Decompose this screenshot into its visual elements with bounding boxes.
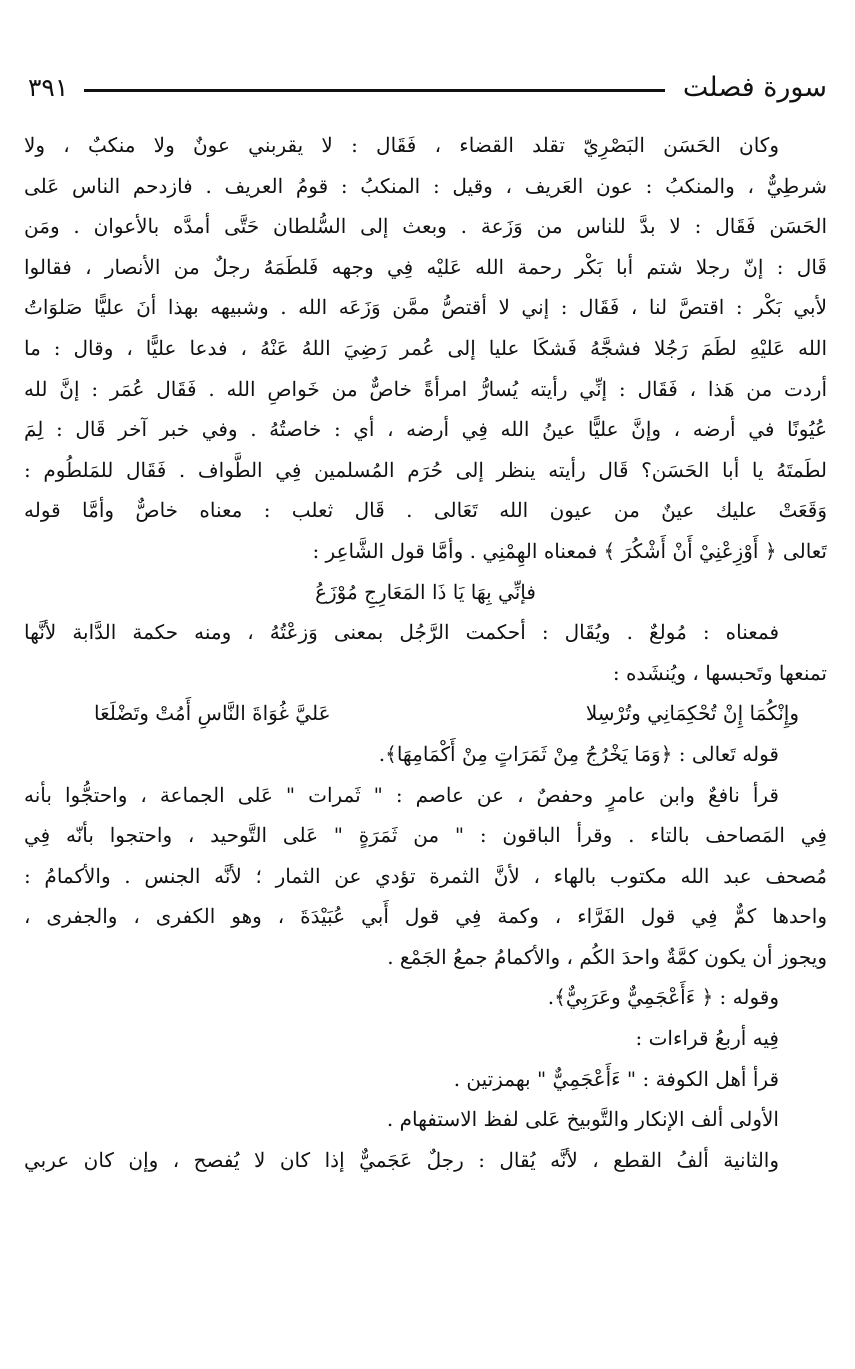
verse-second-hemistich: عَليَّ غُوَاةَ النَّاسِ أَمُتْ وتَضْلَعَا [94,701,331,726]
text-line: قوله تَعالى : ﴿وَمَا يَخْرُجُ مِنْ ثَمَرَاتٍ مِنْ أَكْمَامِهَا﴾. [378,741,779,766]
text-line: تَعالى ﴿ أَوْزِعْنِيْ أَنْ أَشْكُرَ ﴾ فمعناه الهِمْنِي . وأمَّا قول الشَّاعِر : [312,538,827,563]
text-line: والثانية ألفُ القطع ، لأنَّه يُقال : رجلٌ عَجَميٌّ إذا كان لا يُفصح ، وإن كان عربي [24,1147,779,1172]
text-line: قَال : إنّ رجلا شتم أبا بَكْر رحمة الله عَليْه فِي وجهه فَلطَمَهُ رجلٌ من الأنصار ، فقالوا [24,254,827,279]
text-line: قرأ أهل الكوفة : " ءَأَعْجَمِيٌّ " بهمزتين . [453,1066,779,1091]
text-line: وقوله : ﴿ ءَأَعْجَمِيٌّ وعَرَبِيٌّ﴾. [547,985,779,1010]
page-body [24,125,827,1180]
text-line: وَقَعَتْ عليك عينٌ من عيون الله تَعَالى . قَال ثعلب : معناه خاصٌّ وأمَّا قوله [24,498,827,523]
poetry-verse [24,693,827,734]
text-line: شرطِيٌّ ، والمنكبُ : عون العَريف ، وقيل : المنكبُ : قومُ العريف . فازدحم الناس عَلى [24,173,827,198]
surah-title: سورة فصلت [682,71,827,103]
text-line: لطَمتَهُ يا أبا الحَسَن؟ قَال رأيته ينظر إلى حُرَم المُسلمين فِي الطَّواف . فَقَال للمَلطُوم : [24,457,827,482]
text-line: واحدها كمٌّ فِي قول الفَرَّاء ، وكمة فِي قول أَبي عُبَيْدَةَ ، وهو الكفرى ، والجفرى ، [24,904,827,929]
text-line: لأبي بَكْر : اقتصَّ لنا ، فَقَال : إني لا أقتصُّ ممَّن وَزَعَه الله . وشبيهه بهذا أنَ عليًّا صَلوَاتُ [24,295,827,320]
text-line: قرأ نافعٌ وابن عامرٍ وحفصٌ ، عن عاصم : " ثَمرات " عَلى الجماعة ، واحتجُّوا بأنه [24,782,779,807]
text-line: فإنِّي بِهَا يَا ذَا المَعَارِجِ مُوْزَعُ [315,579,536,604]
text-line: فمعناه : مُولعٌ . ويُقَال : أحكمت الرَّجُل بمعنى وَزعْتُهُ ، ومنه حكمة الدَّابة لأنَّها [24,620,779,645]
text-line: عُيُونًا في أرضه ، وإنَّ عليًّا عينُ الله فِي أرضه ، أي : خاصتُهُ . وفي خبر آخر قَال : لِمَ [24,417,827,442]
page-number: ٣٩١ [28,72,69,102]
text-line: فِي المَصاحف بالتاء . وقرأ الباقون : " من ثَمَرَةٍ " عَلى التَّوحيد ، واحتجوا بأنّه فِي [24,823,827,848]
text-line: وكان الحَسَن البَصْرِيّ تقلد القضاء ، فَقَال : لا يقربني عونٌ ولا منكبٌ ، ولا [24,133,779,157]
text-line: أردت من هَذا ، فَقَال : إنِّي رأيته يُسارُّ امرأةً خاصٌّ من خَواصِ الله . فَقَال عُمَر : إنَّ لله [24,376,827,401]
text-line: فِيه أربعُ قراءات : [635,1026,779,1051]
page-header [28,64,827,110]
text-block-2 [24,734,827,1181]
text-line: الأولى ألف الإنكار والتَّوبيخ عَلى لفظ الاستفهام . [386,1107,779,1132]
header-rule [84,89,665,92]
text-line: مُصحف عبد الله مكتوب بالهاء ، لأنَّ الثمرة تؤدي عن الثمار ؛ لأنَّه الجنس . والأكمامُ : [24,863,827,888]
text-line: تمنعها وتَحبسها ، ويُنشَده : [612,660,827,685]
text-line: ويجوز أن يكون كمَّةٌ واحدَ الكُم ، والأكمامُ جمعُ الجَمْع . [387,944,827,969]
text-block-1 [24,125,827,693]
text-line: الله عَليْهِ لطَمَ رَجُلا فشجَّهُ فَشكَا عليا إلى عُمر رَضِيَ اللهُ عَنْهُ ، فدعا عليًّا ، وقال : ما [24,335,827,360]
text-line: الحَسَن فَقَال : لا بدَّ للناس من وَزَعة . وبعث إلى السُّلطان حَتَّى أمدَّه بالأعوان . ومَن [24,214,827,239]
verse-first-hemistich: وإِنْكُمَا إِنْ تُحْكِمَانِي وتُرْسِلا [585,701,799,726]
